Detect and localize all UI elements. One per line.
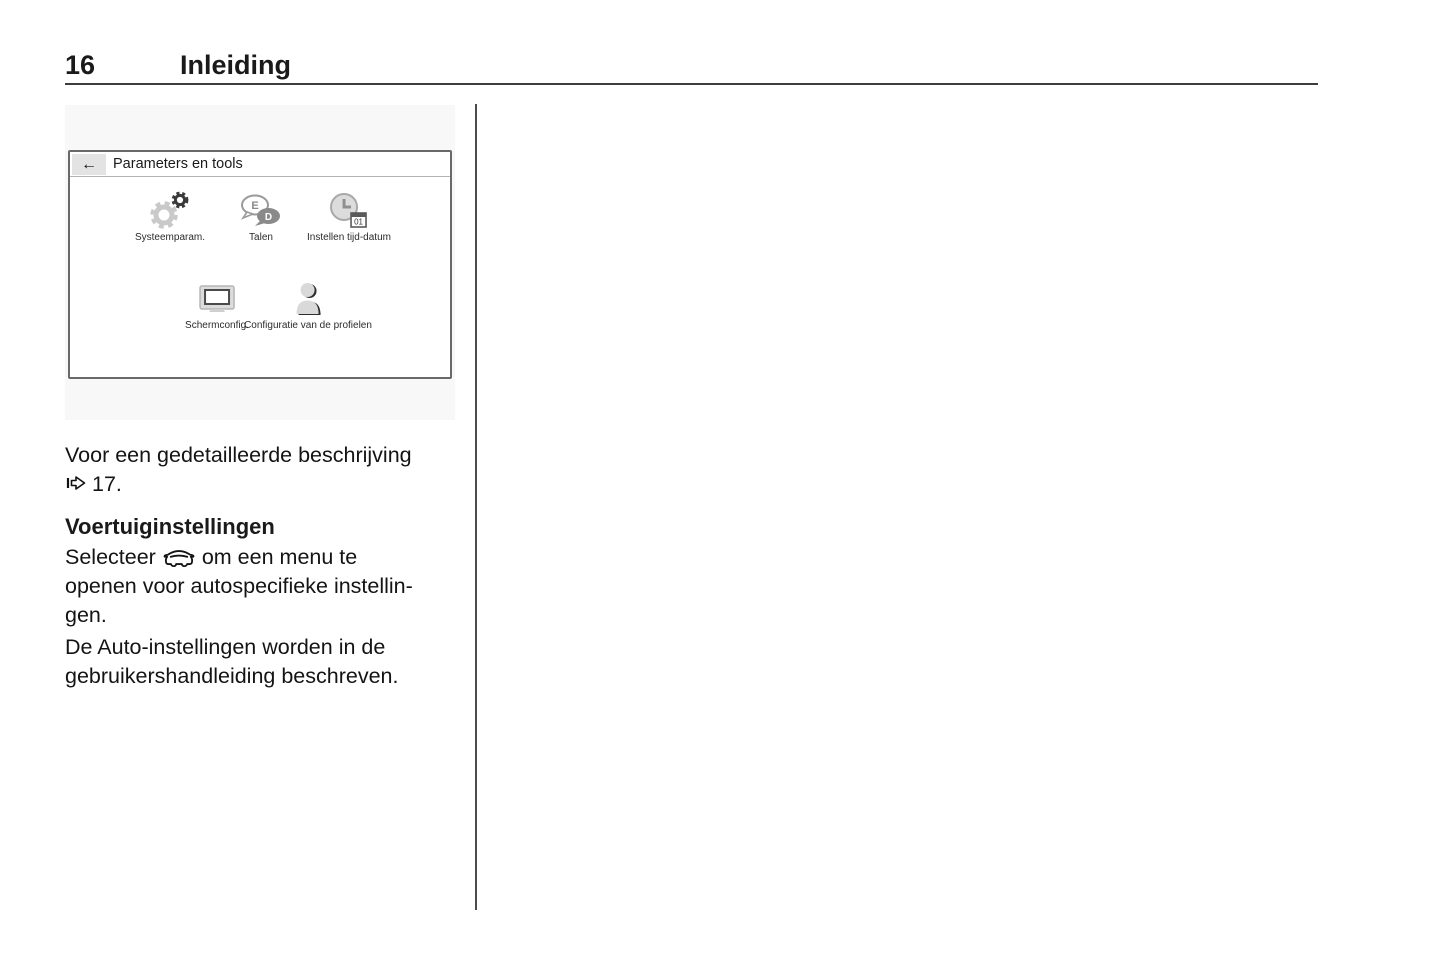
menu-item-label: Instellen tijd-datum [307, 232, 391, 243]
paragraph-vehicle-settings [65, 543, 413, 630]
text-before-icon: Selecteer [65, 545, 156, 569]
paragraph-auto-settings [65, 633, 398, 691]
page-title: Inleiding [180, 50, 291, 80]
paragraph-line: openen voor autospecifieke instellin- [65, 574, 413, 598]
settings-menu-panel [68, 150, 452, 379]
column-divider [475, 104, 477, 910]
menu-item-label: Talen [249, 232, 273, 243]
paragraph-line: gen. [65, 603, 107, 627]
bubble-letter-front: D [264, 211, 273, 223]
menu-item-profile-config [244, 278, 372, 331]
reference-page: 17. [92, 472, 122, 496]
speech-bubbles-icon [239, 190, 283, 231]
back-arrow-icon: ← [81, 155, 97, 173]
paragraph-line [65, 543, 413, 572]
page-number: 16 [65, 50, 96, 80]
section-heading: Voertuiginstellingen [65, 514, 275, 539]
reference-arrow-icon [65, 473, 87, 493]
settings-menu-header [70, 152, 450, 177]
menu-item-label: Configuratie van de profielen [244, 320, 372, 331]
back-button [72, 154, 106, 175]
menu-item-label: Systeemparam. [134, 232, 206, 243]
calendar-day-text: 01 [354, 217, 363, 226]
menu-item-time-date [307, 190, 391, 243]
menu-item-system-parameters [135, 190, 205, 243]
menu-item-label: Schermconfig. [185, 320, 249, 331]
paragraph-detailed-description [65, 441, 412, 499]
paragraph-line: Voor een gedetailleerde beschrijving [65, 443, 412, 467]
settings-menu-figure [65, 105, 455, 420]
menu-item-display-config [185, 278, 249, 331]
paragraph-line: De Auto-instellingen worden in de [65, 635, 386, 659]
monitor-icon [185, 278, 249, 319]
profile-icon [244, 278, 372, 319]
text-after-icon: om een menu te [201, 545, 358, 569]
bubble-letter-back: E [251, 199, 259, 212]
car-icon [162, 545, 196, 568]
gears-icon [135, 190, 205, 231]
paragraph-line: gebruikershandleiding beschreven. [65, 664, 399, 688]
clock-calendar-icon [307, 190, 391, 231]
cross-reference [65, 470, 412, 499]
settings-menu-title: Parameters en tools [113, 156, 243, 172]
menu-item-languages [239, 190, 283, 243]
header-rule [65, 83, 1318, 85]
